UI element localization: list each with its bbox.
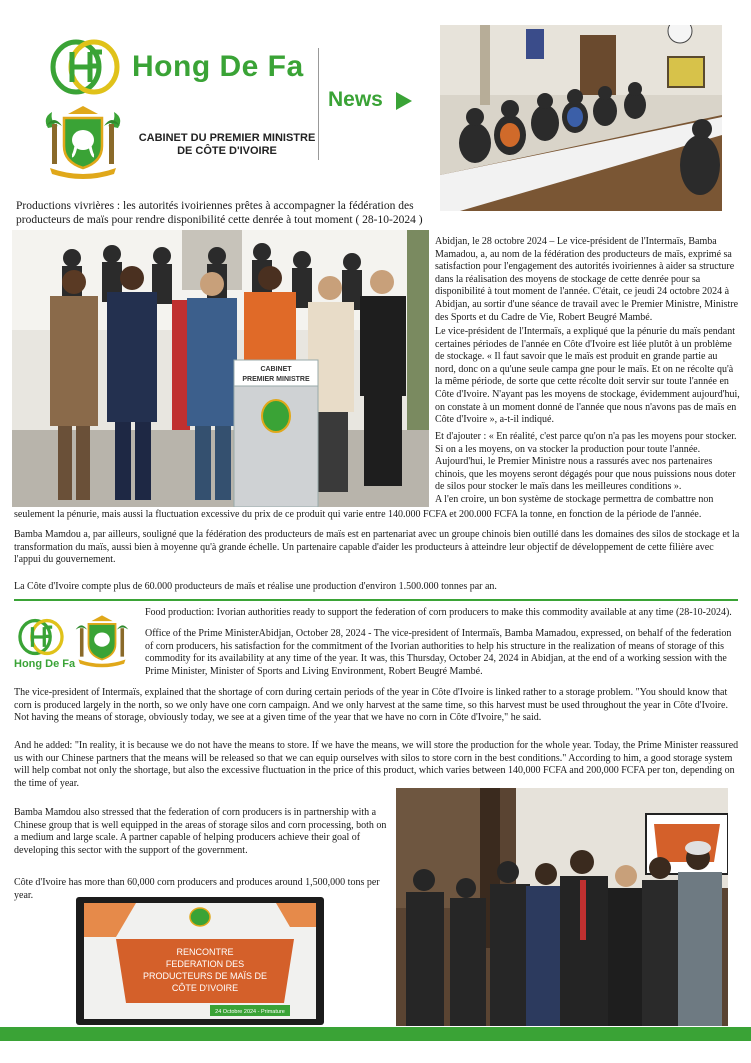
- en-title: Food production: Ivorian authorities ready to support the federation of corn producers to make this commodity available at any time (28-10-2024).: [145, 607, 732, 618]
- fr-paragraph-4b: seulement la pénurie, mais aussi la fluctuation excessive du prix de ce produit qui varie entre 140.000 FCFA et 200.000 FCFA la tonne, en fonction de la période de l'année.: [14, 509, 702, 520]
- footer-white-strip: [0, 1041, 751, 1063]
- play-arrow-icon: [396, 92, 412, 110]
- screen-line-1: RENCONTRE: [176, 947, 234, 957]
- screen-line-3: PRODUCTEURS DE MAÏS DE: [142, 971, 268, 981]
- cabinet-line-1: CABINET DU PREMIER MINISTRE: [138, 132, 316, 144]
- fr-paragraph-4a: A l'en croire, un bon système de stockage permettra de combattre non: [435, 494, 714, 505]
- news-label: News: [328, 88, 383, 111]
- group-photo: [12, 230, 429, 507]
- screen-line-2: FEDERATION DES: [165, 959, 245, 969]
- group-photo-2: [396, 788, 728, 1026]
- en-paragraph-5: Côte d'Ivoire has more than 60,000 corn producers and produces around 1,500,000 tons per year.: [14, 877, 380, 901]
- hong-de-fa-logo-icon: [50, 38, 120, 96]
- cabinet-line-2: DE CÔTE D'IVOIRE: [177, 145, 277, 157]
- meeting-photo: [440, 25, 722, 211]
- en-paragraph-4: Bamba Mamdou also stressed that the federation of corn producers is in partnership with a Chinese group that is well equipped in the areas of storage silos and corn processing, both on a medium and large scale. A partner capable of helping producers achieve their goal of developing this sector with the support of the government.: [14, 807, 387, 856]
- fr-paragraph-2: Le vice-président de l'Intermaïs, a expliqué que la pénurie du maïs pendant certaines périodes de l'année en Côte d'Ivoire est liée plutôt à un problème de stockage. « Il faut savoir que le maïs est produit en grande partie au nord, donc on a qu'une seule campa gne pour le maïs. Et on ne récolte qu'à la même période, de sorte que cette récolte doit servir sur toute l'année en Côte d'Ivoire. N'ayant pas les moyens de stockage, évidemment aujourd'hui, on constate à un moment donné de l'année que nous n'avons pas de maïs en Côte d'Ivoire », a-t-il indiqué.: [435, 326, 740, 426]
- cote-divoire-emblem-icon: [38, 104, 128, 180]
- fr-paragraph-1: Abidjan, le 28 octobre 2024 – Le vice-président de l'Intermaïs, Bamba Mamadou, a, au nom de la fédération des producteurs de maïs, exprimé sa satisfaction pour l'engagement des autorités ivoiriennes à aider sa structure dans la réalisation des moyens de stockage de cette denrée pour sa disponibilité à tout moment de l'année. C'était, ce jeudi 24 octobre 2024 à Abidjan, au sortir d'une séance de travail avec le Premier Ministre, Ministre des Sports et du Cadre de Vie, Robert Beugré Mambé.: [435, 236, 739, 323]
- podium-line-2: PREMIER MINISTRE: [242, 376, 310, 383]
- fr-paragraph-5: Bamba Mamdou a, par ailleurs, souligné que la fédération des producteurs de maïs est en partenariat avec un groupe chinois bien outillé dans les domaines des silos de stockage et la transformation du maïs, aussi bien à moyenne qu'à grande échelle. Un partenaire capable d'aider les producteurs à atteindre leur objectif de développement de cette filière avec l'appui du gouvernement.: [14, 529, 740, 566]
- en-paragraph-2: The vice-president of Intermaïs, explained that the shortage of corn during certain periods of the year in Côte d'Ivoire is linked rather to a storage problem. "You should know that corn is produced largely in the north, so we only have one corn campaign. And we only harvest at the same time, so this harvest must be used throughout the year in Côte d'Ivoire. Not having the means of storage, obviously today, we see at a given time of the year that we have no corn in Côte d'Ivoire," he said.: [14, 687, 728, 724]
- fr-paragraph-6: La Côte d'Ivoire compte plus de 60.000 producteurs de maïs et réalise une production d'environ 1.500.000 tonnes par an.: [14, 581, 497, 592]
- hong-de-fa-small-logo-icon: [18, 617, 64, 657]
- en-paragraph-3: And he added: "In reality, it is because we do not have the means to store. If we have the means, we will store the production for the whole year. Today, the Prime Minister reassured us with our Chinese partners that the means will be released so that we can equip ourselves with silos to store corn in the best conditions." According to him, a good storage system will help combat not only the shortage, but also the excessive fluctuation in the price of this product, which varies between 140,000 FCFA and 200,000 FCFA per ton, depending on the time of year.: [14, 740, 739, 789]
- screen-date: 24 Octobre 2024 - Primature: [215, 1009, 285, 1015]
- meeting-screen-photo: [76, 897, 324, 1025]
- en-paragraph-1: Office of the Prime MinisterAbidjan, October 28, 2024 - The vice-president of Intermaïs, Bamba Mamadou, expressed, on behalf of the federation of corn producers, his satisfaction for the commitment of the Ivorian authorities to help his structure in the realization of means of storage of this commodity for its availability at any time of the year. It was, this Thursday, October 24, 2024 in Abidjan, at the end of a working session with the Prime Minister, Minister of Sports and Living Environment, Robert Beugré Mambé.: [145, 628, 732, 677]
- cabinet-title: [132, 132, 322, 158]
- fr-paragraph-3: Et d'ajouter : « En réalité, c'est parce qu'on n'a pas les moyens pour stocker. Si on a les moyens, on va stocker la production pour toute l'année. Aujourd'hui, le Premier Ministre nous a rassurés avec nos partenaires chinois, que les moyens seront dégagés pour que nous puissions nous doter de silos pour stocker le maïs dans les meilleures conditions ».: [435, 431, 737, 493]
- brand-name: Hong De Fa: [132, 50, 304, 83]
- screen-line-4: CÔTE D'IVOIRE: [171, 983, 239, 993]
- footer-green-bar: [0, 1027, 751, 1041]
- podium-line-1: CABINET: [260, 366, 292, 373]
- brand-name-small: Hong De Fa: [14, 658, 76, 670]
- cote-divoire-emblem-small-icon: [70, 612, 134, 670]
- section-divider: [14, 599, 738, 601]
- article-title-fr: Productions vivrières : les autorités ivoiriennes prêtes à accompagner la fédération des producteurs de maïs pour rendre disponibilité cette denrée à tout moment ( 28-10-2024 ): [16, 200, 423, 226]
